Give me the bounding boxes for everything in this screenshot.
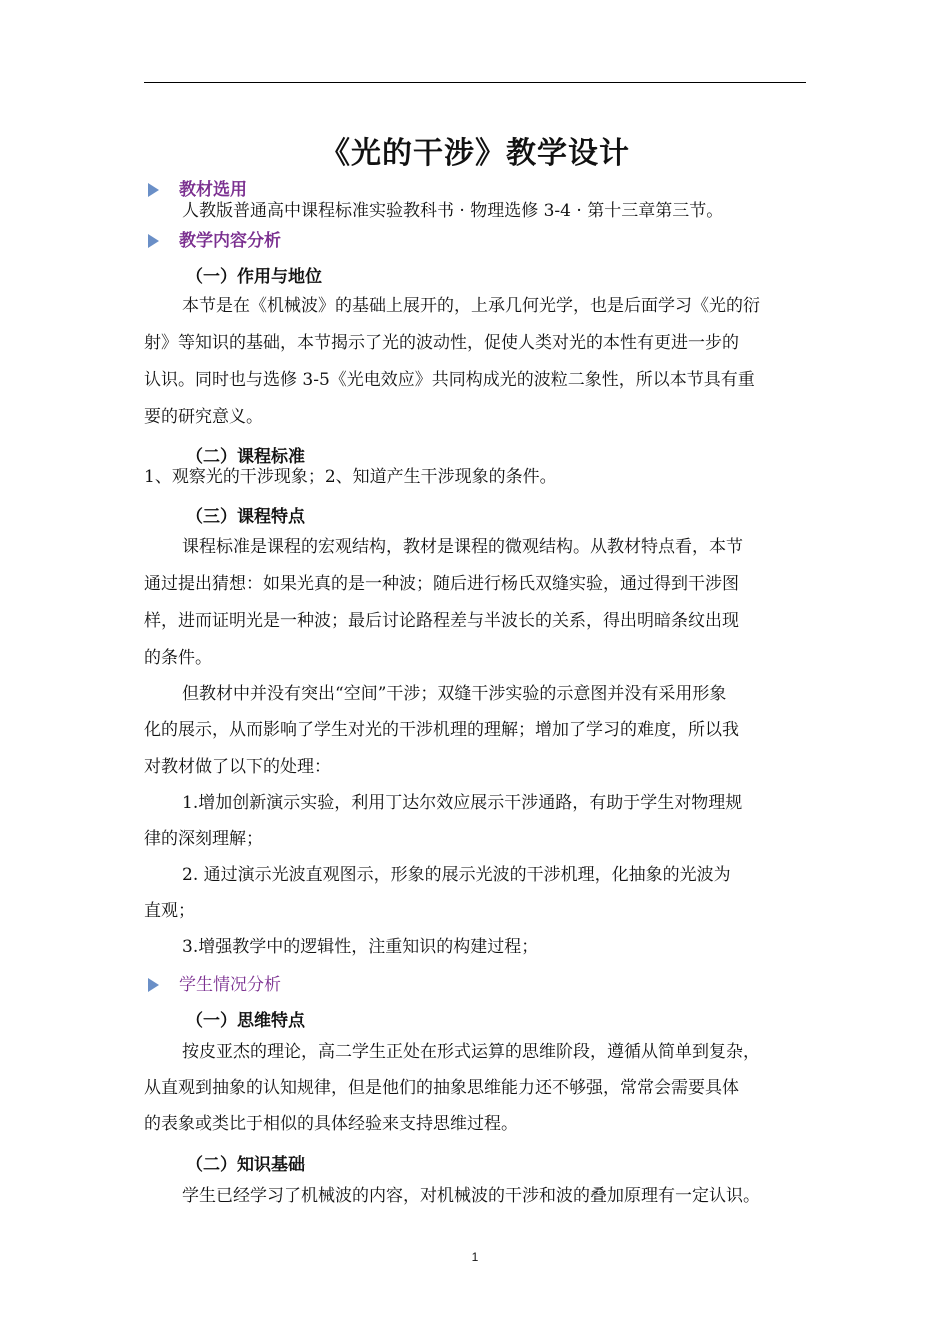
- page-number: 1: [471, 1250, 479, 1264]
- paragraph-line: 认识。同时也与选修 3-5《光电效应》共同构成光的波粒二象性，所以本节具有重: [144, 370, 755, 390]
- paragraph-line: 1、观察光的干涉现象；2、知道产生干涉现象的条件。: [144, 467, 557, 487]
- arrow-bullet-icon: [148, 234, 159, 248]
- paragraph-line: 的表象或类比于相似的具体经验来支持思维过程。: [144, 1114, 518, 1134]
- header-rule: [144, 82, 806, 83]
- paragraph-line: 3.增强教学中的逻辑性，注重知识的构建过程；: [182, 937, 539, 957]
- paragraph-line: 的条件。: [144, 648, 212, 668]
- paragraph-line: 从直观到抽象的认知规律，但是他们的抽象思维能力还不够强，常常会需要具体: [144, 1078, 739, 1098]
- paragraph-line: 2. 通过演示光波直观图示，形象的展示光波的干涉机理，化抽象的光波为: [182, 865, 731, 885]
- arrow-bullet-icon: [148, 183, 159, 197]
- paragraph-line: 直观；: [144, 901, 195, 921]
- paragraph-line: 通过提出猜想：如果光真的是一种波；随后进行杨氏双缝实验，通过得到干涉图: [144, 574, 739, 594]
- paragraph-line: 样，进而证明光是一种波；最后讨论路程差与半波长的关系，得出明暗条纹出现: [144, 611, 739, 631]
- section-heading-student-analysis: 学生情况分析: [148, 970, 281, 995]
- paragraph-line: 对教材做了以下的处理：: [144, 757, 331, 777]
- subheading-standard: （二）课程标准: [186, 447, 305, 467]
- paragraph-line: 1.增加创新演示实验，利用丁达尔效应展示干涉通路，有助于学生对物理规: [182, 793, 743, 813]
- paragraph-line: 要的研究意义。: [144, 407, 263, 427]
- arrow-bullet-icon: [148, 978, 159, 992]
- section-heading-textbook: 教材选用: [148, 175, 247, 200]
- subheading-knowledge: （二）知识基础: [186, 1155, 305, 1175]
- paragraph-line: 人教版普通高中课程标准实验教科书 · 物理选修 3-4 · 第十三章第三节。: [182, 201, 724, 221]
- paragraph-line: 学生已经学习了机械波的内容，对机械波的干涉和波的叠加原理有一定认识。: [182, 1186, 760, 1206]
- paragraph-line: 律的深刻理解；: [144, 829, 263, 849]
- paragraph-line: 本节是在《机械波》的基础上展开的，上承几何光学，也是后面学习《光的衍: [182, 296, 760, 316]
- paragraph-line: 按皮亚杰的理论，高二学生正处在形式运算的思维阶段，遵循从简单到复杂，: [182, 1042, 760, 1062]
- document-title: 《光的干涉》教学设计: [320, 136, 630, 171]
- paragraph-line: 化的展示，从而影响了学生对光的干涉机理的理解；增加了学习的难度，所以我: [144, 720, 739, 740]
- paragraph-line: 课程标准是课程的宏观结构，教材是课程的微观结构。从教材特点看，本节: [182, 537, 743, 557]
- paragraph-line: 但教材中并没有突出“空间”干涉；双缝干涉实验的示意图并没有采用形象: [182, 684, 727, 704]
- section-heading-content-analysis: 教学内容分析: [148, 226, 281, 251]
- paragraph-line: 射》等知识的基础，本节揭示了光的波动性，促使人类对光的本性有更进一步的: [144, 333, 739, 353]
- subheading-features: （三）课程特点: [186, 507, 305, 527]
- subheading-thinking: （一）思维特点: [186, 1011, 305, 1031]
- subheading-role: （一）作用与地位: [186, 267, 322, 287]
